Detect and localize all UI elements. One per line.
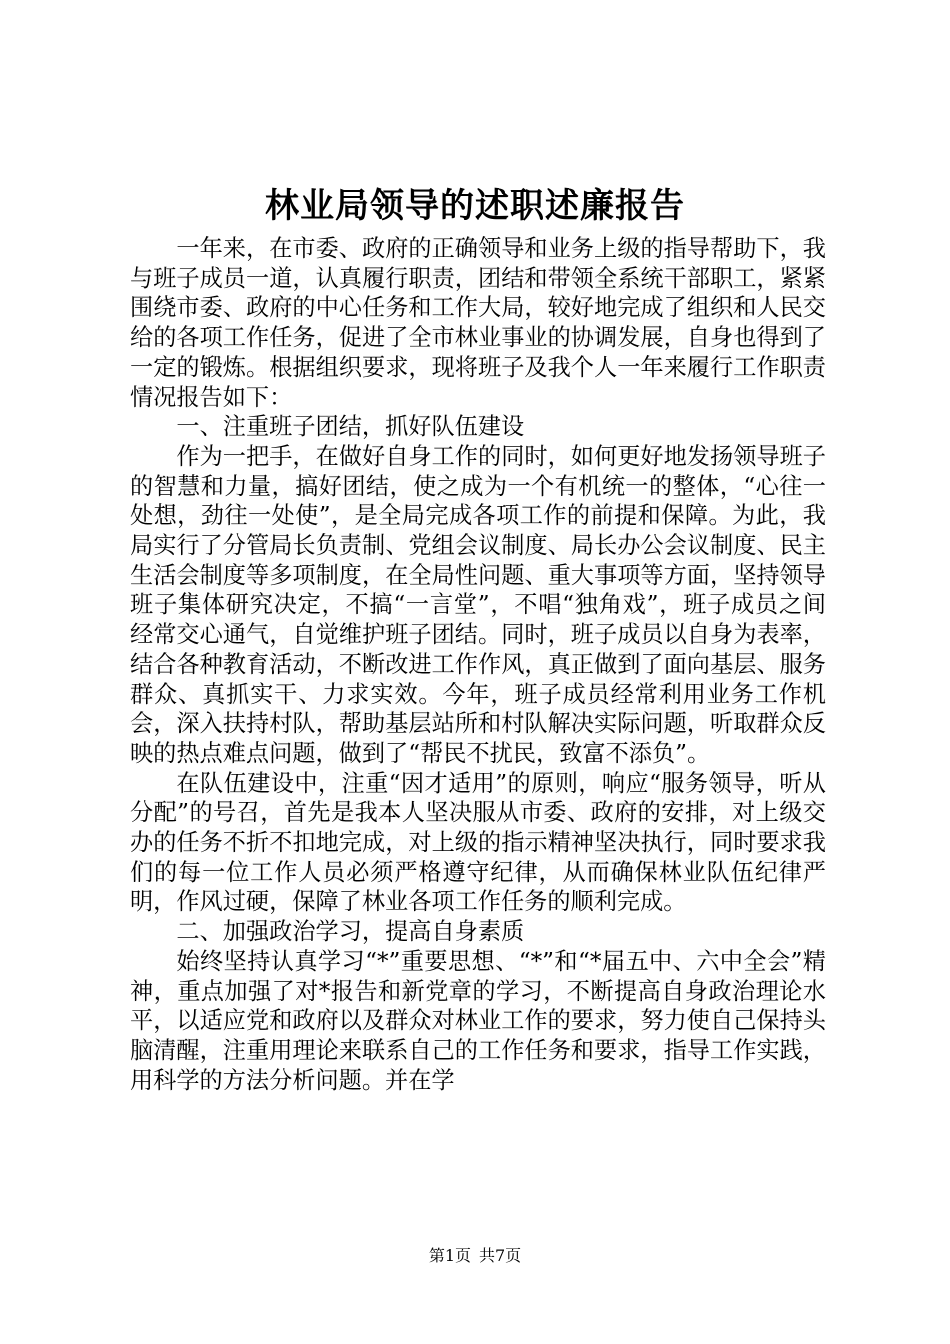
paragraph-team-unity: 作为一把手，在做好自身工作的同时，如何更好地发扬领导班子的智慧和力量，搞好团结，使之成为一个有机统一的整体，“心往一处想，劲往一处使”，是全局完成各项工作的前提和保障。为此，我局实行了分管局长负责制、党组会议制度、局长办公会议制度、民主生活会制度等多项制度，在全局性问题、重大事项等方面，坚持领导班子集体研究决定，不搞“一言堂”，不唱“独角戏”，班子成员之间经常交心通气，自觉维护班子团结。同时，班子成员以自身为表率，结合各种教育活动，不断改进工作作风，真正做到了面向基层、服务群众、真抓实干、力求实效。今年，班子成员经常利用业务工作机会，深入扶持村队，帮助基层站所和村队解决实际问题，听取群众反映的热点难点问题，做到了“帮民不扰民，致富不添负”。 [130,442,826,767]
page-footer [0,1245,950,1267]
paragraph-political-study: 始终坚持认真学习“*”重要思想、“*”和“*届五中、六中全会”精神，重点加强了对*报告和新党章的学习，不断提高自身政治理论水平，以适应党和政府以及群众对林业工作的要求，努力使自己保持头脑清醒，注重用理论来联系自己的工作任务和要求，指导工作实践，用科学的方法分析问题。并在学 [130,947,826,1094]
document-body [130,234,826,1095]
section-heading-1: 一、注重班子团结，抓好队伍建设 [176,413,525,441]
section-heading-2: 二、加强政治学习，提高自身素质 [176,918,525,946]
document-title: 林业局领导的述职述廉报告 [265,186,685,226]
page-total: 共7页 [479,1246,522,1265]
page-number: 第1页 [428,1246,471,1265]
paragraph-team-building: 在队伍建设中，注重“因才适用”的原则，响应“服务领导，听从分配”的号召，首先是我本人坚决服从市委、政府的安排，对上级交办的任务不折不扣地完成，对上级的指示精神坚决执行，同时要求我们的每一位工作人员必须严格遵守纪律，从而确保林业队伍纪律严明，作风过硬，保障了林业各项工作任务的顺利完成。 [130,769,826,916]
paragraph-intro: 一年来，在市委、政府的正确领导和业务上级的指导帮助下，我与班子成员一道，认真履行职责，团结和带领全系统干部职工，紧紧围绕市委、政府的中心任务和工作大局，较好地完成了组织和人民交给的各项工作任务，促进了全市林业事业的协调发展，自身也得到了一定的锻炼。根据组织要求，现将班子及我个人一年来履行工作职责情况报告如下： [130,235,826,411]
